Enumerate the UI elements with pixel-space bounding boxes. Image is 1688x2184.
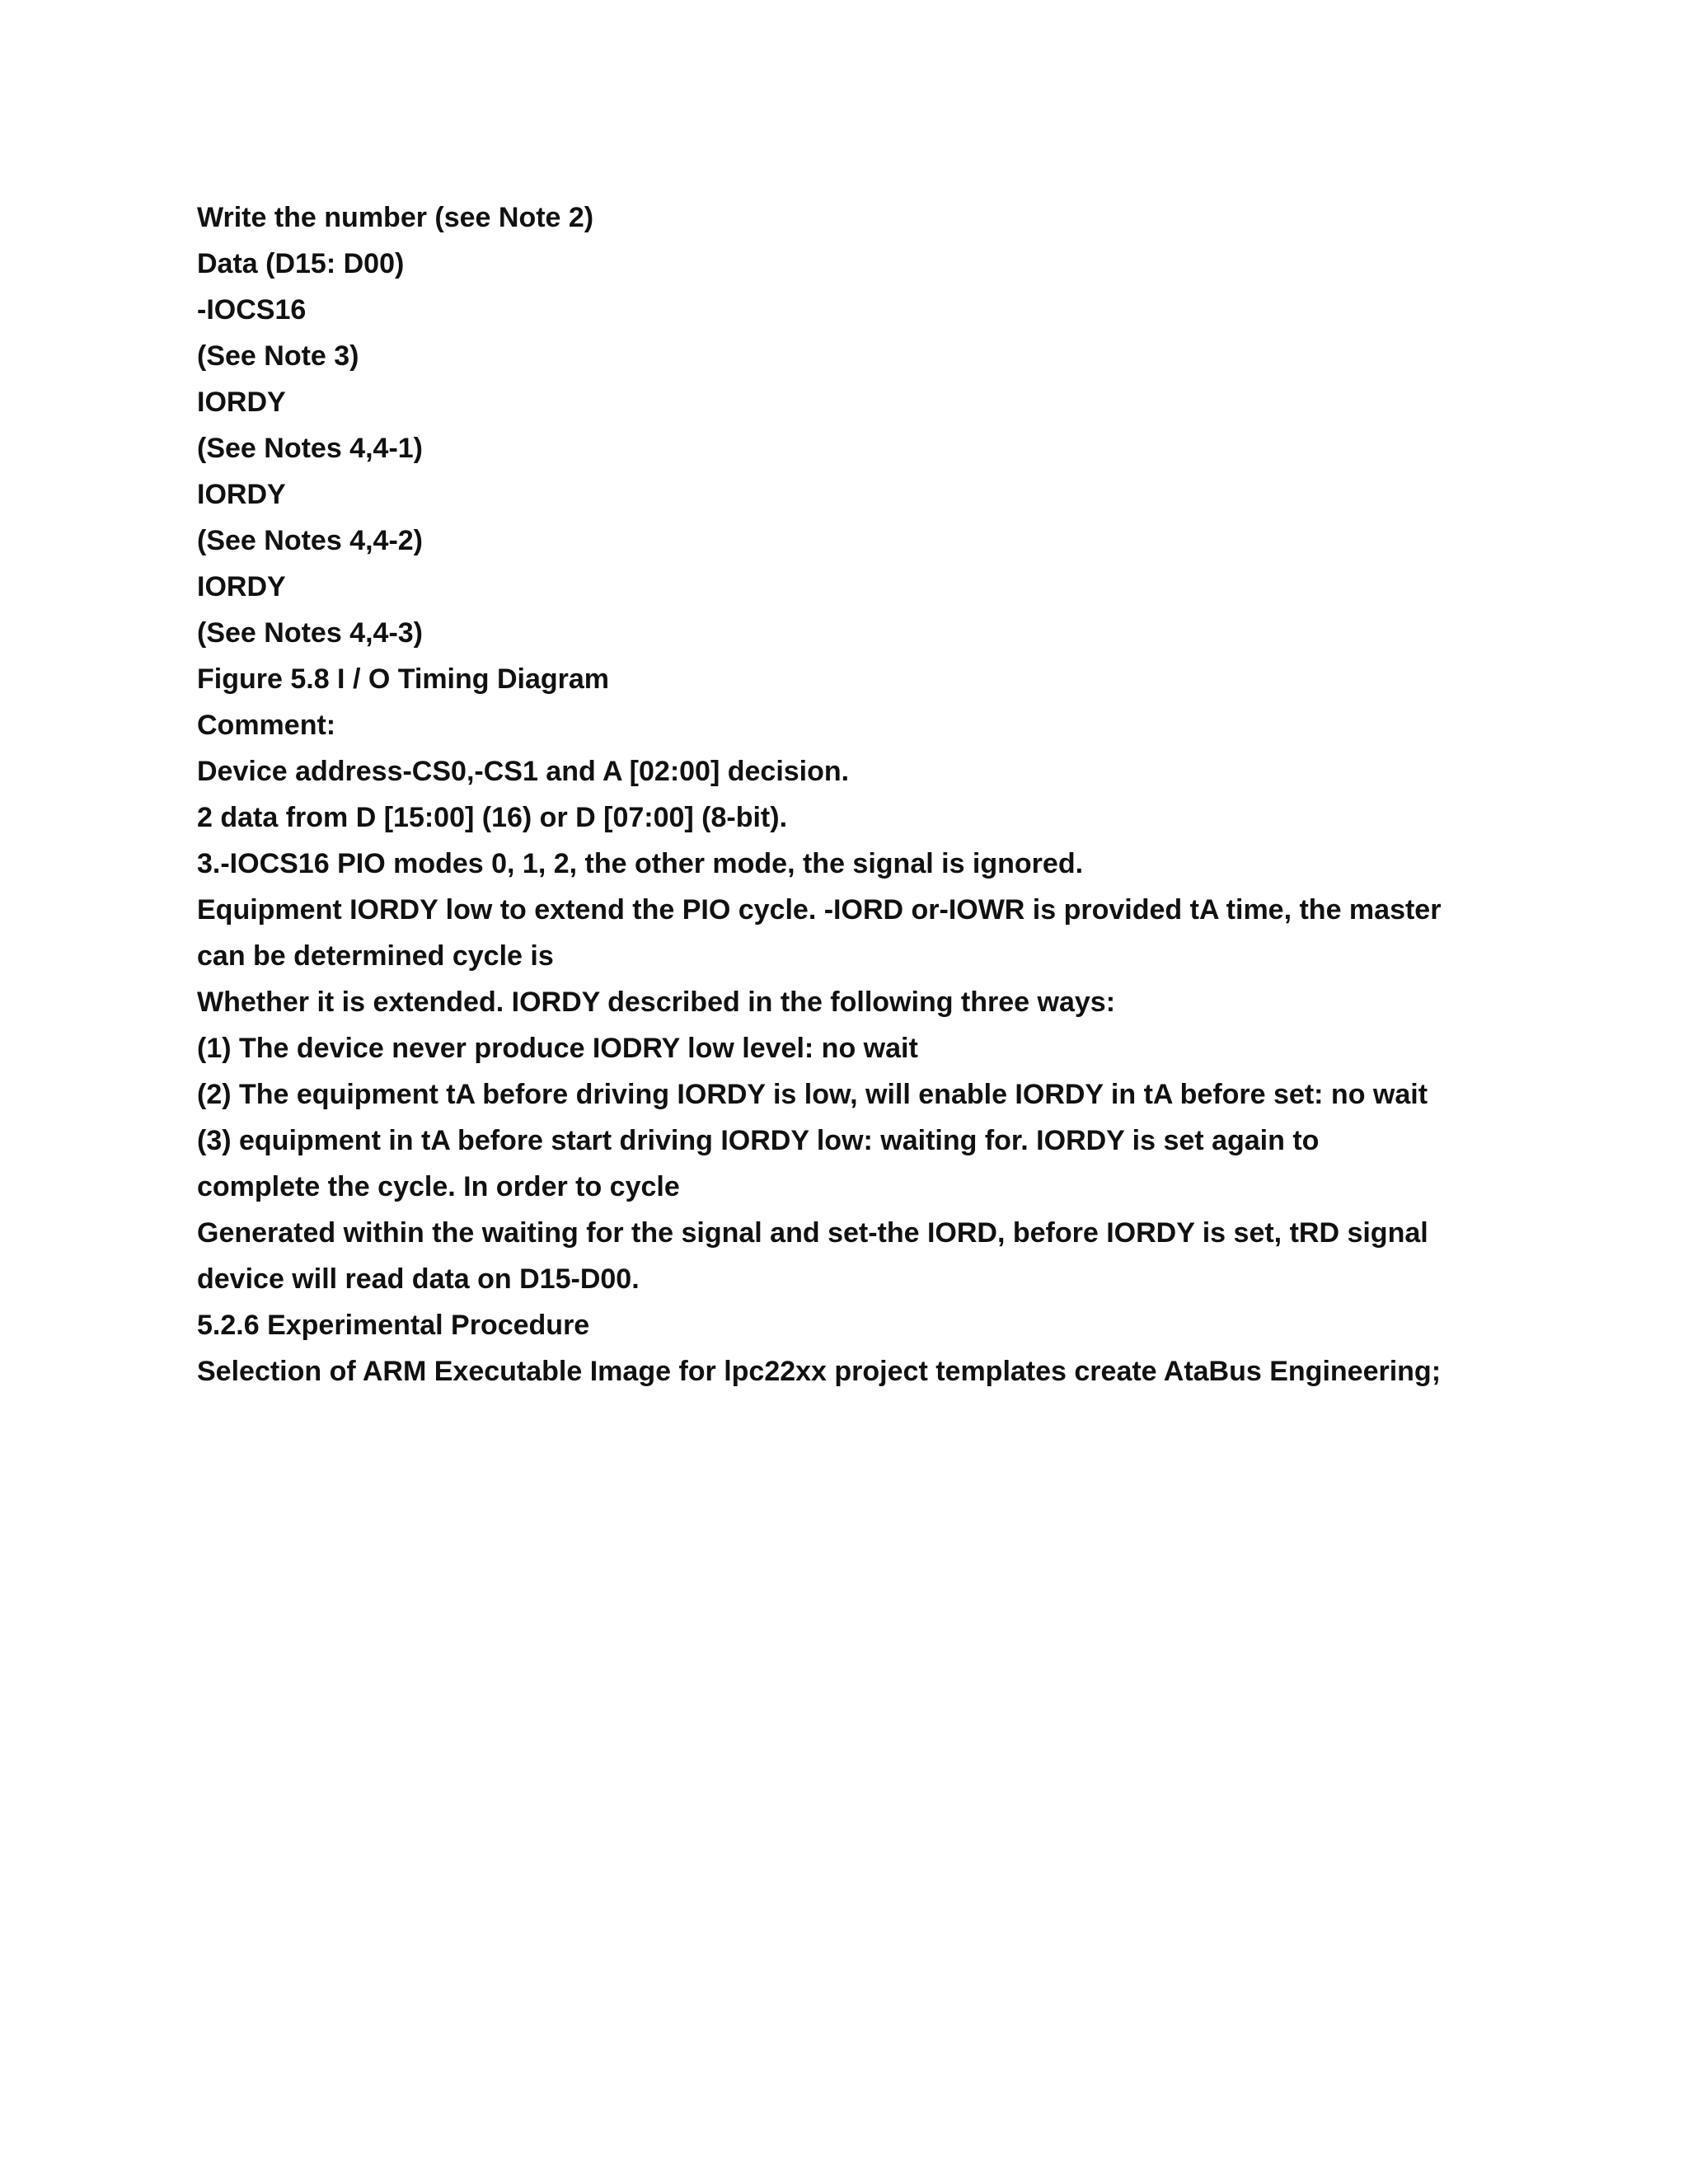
text-line: (1) The device never produce IODRY low level: no wait bbox=[197, 1033, 918, 1064]
text-line: Data (D15: D00) bbox=[197, 248, 405, 279]
text-line: IORDY bbox=[197, 387, 286, 418]
text-line: Equipment IORDY low to extend the PIO cycle. -IORD or-IOWR is provided tA time, the master bbox=[197, 894, 1442, 926]
text-line: Device address-CS0,-CS1 and A [02:00] decision. bbox=[197, 756, 850, 787]
text-line: (See Notes 4,4-2) bbox=[197, 525, 423, 556]
text-line: Generated within the waiting for the signal and set-the IORD, before IORDY is set, tRD signal bbox=[197, 1217, 1428, 1249]
text-line: (See Notes 4,4-3) bbox=[197, 617, 423, 649]
text-line: (3) equipment in tA before start driving IORDY low: waiting for. IORDY is set again to bbox=[197, 1125, 1320, 1156]
text-line: -IOCS16 bbox=[197, 294, 307, 326]
text-line: (See Notes 4,4-1) bbox=[197, 433, 423, 464]
text-line: IORDY bbox=[197, 479, 286, 510]
document-body bbox=[197, 194, 1507, 1394]
figure-caption: Figure 5.8 I / O Timing Diagram bbox=[197, 663, 610, 695]
text-line: 3.-IOCS16 PIO modes 0, 1, 2, the other mode, the signal is ignored. bbox=[197, 848, 1084, 879]
text-line: device will read data on D15-D00. bbox=[197, 1263, 640, 1295]
text-line: can be determined cycle is bbox=[197, 940, 554, 972]
section-heading: 5.2.6 Experimental Procedure bbox=[197, 1310, 590, 1341]
text-line: 2 data from D [15:00] (16) or D [07:00] (8-bit). bbox=[197, 802, 788, 833]
text-line: (See Note 3) bbox=[197, 340, 359, 372]
text-line: Selection of ARM Executable Image for lpc22xx project templates create AtaBus Engineering; bbox=[197, 1356, 1442, 1387]
text-line: complete the cycle. In order to cycle bbox=[197, 1171, 680, 1202]
text-line: IORDY bbox=[197, 571, 286, 602]
text-line: (2) The equipment tA before driving IORDY is low, will enable IORDY in tA before set: no wait bbox=[197, 1079, 1428, 1110]
text-line: Whether it is extended. IORDY described in the following three ways: bbox=[197, 987, 1116, 1018]
comment-heading: Comment: bbox=[197, 710, 336, 741]
text-line: Write the number (see Note 2) bbox=[197, 202, 594, 233]
